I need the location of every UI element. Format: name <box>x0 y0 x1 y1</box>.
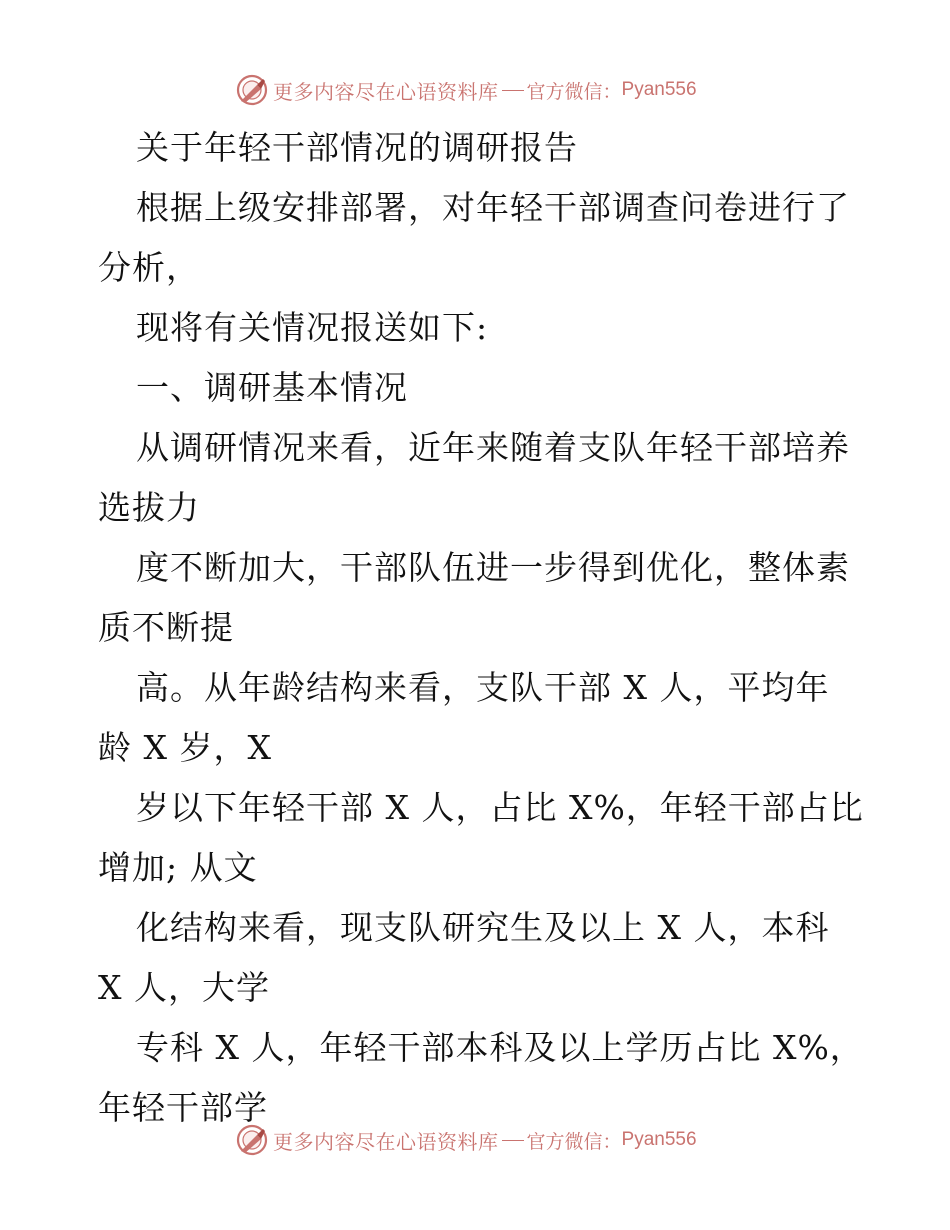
paragraph-line: 根据上级安排部署，对年轻干部调查问卷进行了 <box>136 188 850 227</box>
watermark-brand: 更多内容尽在心语资料库 <box>273 79 499 104</box>
pen-logo-icon <box>235 1123 269 1157</box>
paragraph-line: 岁以下年轻干部 X 人，占比 X%，年轻干部占比 <box>136 788 864 827</box>
paragraph-line: 化结构来看，现支队研究生及以上 X 人，本科 <box>136 908 830 947</box>
paragraph-line: 增加; 从文 <box>98 848 258 887</box>
paragraph-line: 分析， <box>98 248 200 287</box>
paragraph-line: 质不断提 <box>98 608 234 647</box>
paragraph-line: 选拔力 <box>98 488 200 527</box>
paragraph-line: X 人，大学 <box>98 968 270 1007</box>
watermark-id: Pyan556 <box>621 79 697 100</box>
pen-logo-icon <box>235 73 269 107</box>
watermark-dash <box>502 1140 524 1141</box>
paragraph-line: 现将有关情况报送如下: <box>136 308 489 347</box>
paragraph-line: 龄 X 岁，X <box>98 728 272 767</box>
watermark-official: 官方微信： <box>526 1130 622 1153</box>
watermark-dash <box>502 90 524 91</box>
document-title: 关于年轻干部情况的调研报告 <box>136 128 578 167</box>
paragraph-line: 年轻干部学 <box>98 1088 268 1127</box>
section-heading: 一、调研基本情况 <box>136 368 408 407</box>
paragraph-line: 专科 X 人，年轻干部本科及以上学历占比 X%， <box>136 1028 864 1067</box>
watermark-id: Pyan556 <box>621 1129 697 1150</box>
header-watermark <box>235 72 697 108</box>
paragraph-line: 度不断加大，干部队伍进一步得到优化，整体素 <box>136 548 850 587</box>
paragraph-line: 高。从年龄结构来看，支队干部 X 人，平均年 <box>136 668 830 707</box>
document-body <box>98 118 864 1138</box>
paragraph-line: 从调研情况来看，近年来随着支队年轻干部培养 <box>136 428 850 467</box>
watermark-official: 官方微信： <box>526 80 622 103</box>
watermark-brand: 更多内容尽在心语资料库 <box>273 1129 499 1154</box>
footer-watermark <box>235 1122 697 1158</box>
